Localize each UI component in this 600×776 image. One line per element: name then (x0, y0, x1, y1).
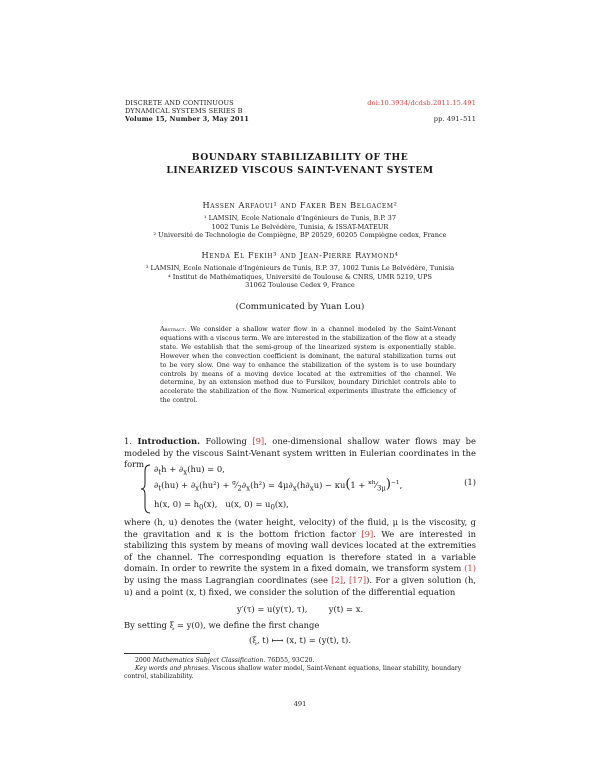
equation-2: y′(τ) = u(y(τ), τ), y(t) = x. (236, 604, 364, 614)
p2-text-c: by using the mass Lagrangian coordinates (see (124, 574, 328, 585)
title-line2: LINEARIZED VISCOUS SAINT-VENANT SYSTEM (166, 164, 434, 176)
citation-link[interactable]: [17] (348, 574, 367, 585)
affiliation-3: ³ LAMSIN, Ecole Nationale d'Ingénieurs de Tunis, B.P. 37, 1002 Tunis Le Belvédère, Tunisia (145, 264, 455, 272)
abstract-text: We consider a shallow water flow in a channel modeled by the Saint-Venant equations with a viscous term. We are interested in the stabilization of the flow at a steady state. We establish that the semi-group of the linearized system is exponentially stable. However when the convection coefficient is dominant, the natural stabilization turns out to be very slow. One way to enhance the stabilization of the system is to use boundary controls by means of a moving device located at the extremities of the channel. We determine, by an extension method due to Fursikov, boundary Dirichlet controls able to accelerate the stabilization of the flow. Numerical experiments illustrate the efficiency of the control. (160, 325, 456, 405)
paper-title (120, 152, 480, 177)
affiliation-1-cont: 1002 Tunis Le Belvédère, Tunisia, & ISSAT-MATEUR (211, 222, 389, 231)
msc-year: 2000 (135, 657, 151, 664)
communicated-by: (Communicated by Yuan Lou) (235, 302, 365, 312)
journal-line1: DISCRETE AND CONTINUOUS (125, 99, 234, 107)
title-line1: BOUNDARY STABILIZABILITY OF THE (191, 152, 409, 163)
intro-text-b: , one-dimensional shallow water flows may be modeled by the viscous Saint-Venant system written in Eulerian coordinates in the form (124, 436, 476, 470)
left-brace-icon (140, 464, 152, 514)
affiliation-4-cont: 31062 Toulouse Cedex 9, France (245, 281, 355, 290)
paragraph-2: where (h, u) denotes the (water height, velocity) of the fluid, μ is the viscosity, g the gravitation and κ is the bottom friction factor [9]. We are interested in stabilizing this system by means of moving wall devices located at the extremities of the channel. The corresponding equation is therefore stated in a variable domain. In order to rewrite the system in a fixed domain, we transform system (1) by using the mass Lagrangian coordinates (see [2], [17]). For a given solution (h, u) and a point (x, t) fixed, we consider the solution of the differential equation (124, 517, 476, 597)
citation-link[interactable]: [9] (252, 436, 265, 446)
page-number: 491 (293, 700, 307, 708)
authors-line2: Henda El Fekih³ and Jean-Pierre Raymond⁴ (201, 250, 399, 260)
msc-codes: 76D55, 93C20. (267, 657, 315, 664)
equation-system-1: $\partial_th + \partial_x(hu) = 0$, $\partial_t(hu) + \partial_x(hu^2)$ + $^g⁄_2\partial_x(h^2) = 4\mu\partial_x(h\partial_xu) - \kappa u(1$ + $^{\kappa h}⁄_{3\mu})^{-1}$, h(x, $0) = h_0(x)$, u(x, $0) = u_0(x)$, (1) (140, 464, 476, 514)
p2-text-d: ). For a given solution (h, u) and a point (x, t) fixed, we consider the solution of the differential equation (124, 574, 476, 597)
journal-line2: DYNAMICAL SYSTEMS SERIES B (125, 107, 243, 115)
citation-link[interactable]: [9] (361, 528, 374, 539)
affiliation-4: ⁴ Institut de Mathématiques, Université de Toulouse & CNRS, UMR 5219, UPS (168, 272, 432, 281)
paragraph-3: By setting ξ = y(0), we define the first change (124, 620, 320, 630)
affiliations-block1 (110, 214, 490, 240)
keywords: Viscous shallow water model, Saint-Venant equations, linear stability, boundary control, stabilizability. (124, 665, 462, 681)
equation-3: (ξ, t) ⟼ (x, t) = (y(t), t). (249, 635, 351, 645)
volume-line: Volume 15, Number 3, May 2011 (125, 115, 249, 123)
affiliation-1: ¹ LAMSIN, Ecole Nationale d'Ingénieurs de Tunis, B.P. 37 (203, 214, 397, 222)
section-number: 1. (124, 436, 132, 446)
footnote (124, 657, 476, 681)
equation-ref-link[interactable]: (1) (464, 563, 476, 574)
p2-text-a: where (h, u) denotes the (water height, velocity) of the fluid, μ is the viscosity, g the gravitation and κ is the bottom friction factor (124, 517, 476, 539)
authors-line1: Hassen Arfaoui¹ and Faker Ben Belgacem² (202, 200, 398, 210)
affiliations-block2 (100, 264, 500, 290)
equation-number: (1) (464, 477, 476, 487)
msc-label: Mathematics Subject Classification. (152, 657, 266, 664)
page-range: pp. 491–511 (433, 115, 476, 123)
doi-link[interactable]: doi:10.3934/dcdsb.2011.15.491 (367, 99, 476, 107)
keywords-label: Key words and phrases. (135, 665, 210, 673)
affiliation-2: ² Université de Technologie de Compiègne, BP 20529, 60205 Compiègne cedex, France (153, 231, 447, 240)
abstract (160, 325, 456, 405)
intro-text-a: Following (205, 436, 247, 446)
abstract-label: Abstract. (160, 325, 187, 333)
citation-link[interactable]: [2] (331, 574, 344, 585)
journal-name (125, 99, 249, 123)
p2-text-b: . We are interested in stabilizing this system by means of moving wall devices located at the extremities of the channel. The corresponding equation is therefore stated in a variable domain. In order to rewrite the system in a fixed domain, we transform system (124, 528, 476, 574)
footnote-rule (124, 653, 210, 654)
section-heading: Introduction. (137, 436, 201, 446)
